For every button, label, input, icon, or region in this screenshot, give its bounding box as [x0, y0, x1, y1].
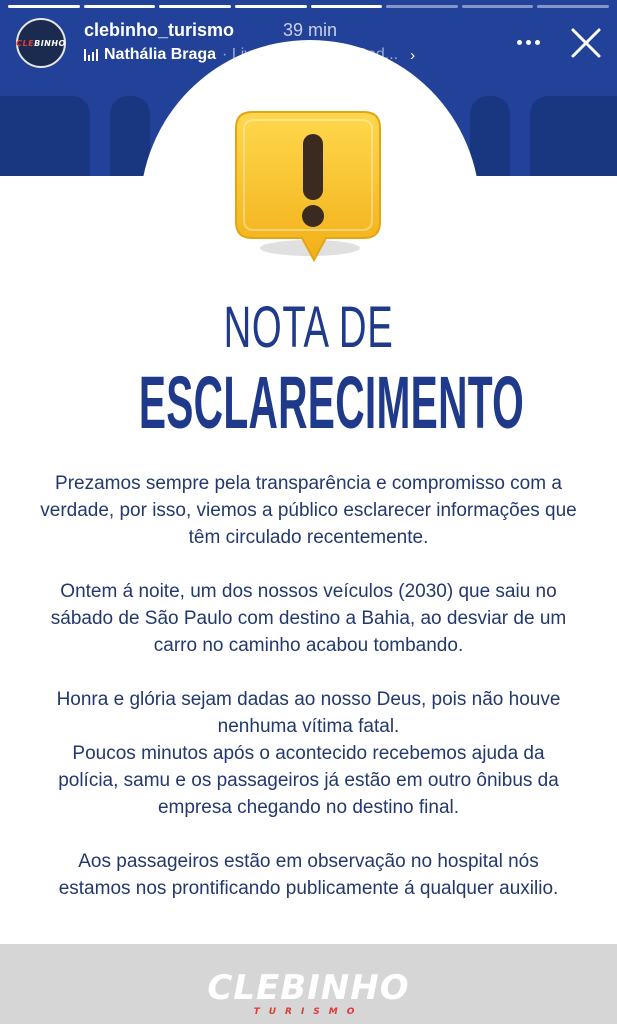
notice-body: [40, 470, 577, 929]
avatar-logo: CLEBINHO: [16, 38, 66, 48]
title-line-1: NOTA DE: [223, 295, 394, 360]
story-timestamp: 39 min: [283, 20, 338, 40]
title-line-2: ESCLARECIMENTO: [138, 361, 525, 444]
brand-subtitle: TURISMO: [253, 1007, 364, 1017]
more-options-button[interactable]: [512, 30, 544, 54]
chevron-right-icon: ›: [410, 46, 416, 64]
music-attribution[interactable]: [84, 46, 415, 64]
paragraph-intro: Prezamos sempre pela transparência e compromisso com a verdade, por isso, viemos a público esclarecer informações que têm circulado recentemente.: [40, 473, 577, 548]
paragraph-incident: Ontem á noite, um dos nossos veículos (2030) que saiu no sábado de São Paulo com destino a Bahia, ao desviar de um carro no caminho acabou tombando.: [50, 581, 567, 656]
music-artist: Nathália Braga: [104, 46, 217, 63]
profile-avatar[interactable]: [16, 18, 66, 68]
brand-logo: CLEBINHO: [207, 968, 410, 1008]
story-progress-bar: [8, 5, 609, 8]
more-horizontal-icon: [517, 40, 522, 45]
music-bars-icon: [84, 49, 98, 61]
music-song: · Livramento (feat. Ped...: [222, 46, 399, 63]
warning-icon: [234, 108, 382, 266]
paragraph-hospital: Aos passageiros estão em observação no hospital nós estamos nos prontificando publicamente á qualquer auxilio.: [58, 851, 559, 899]
story-username[interactable]: clebinho_turismo: [84, 20, 235, 40]
paragraph-gratitude: Honra e glória sejam dadas ao nosso Deus, pois não houve nenhuma vítima fatal.: [56, 689, 561, 737]
close-icon[interactable]: [568, 25, 604, 61]
paragraph-assistance: Poucos minutos após o acontecido recebemos ajuda da polícia, samu e os passageiros já estão em outro ônibus da empresa chegando no destino final.: [58, 743, 559, 818]
